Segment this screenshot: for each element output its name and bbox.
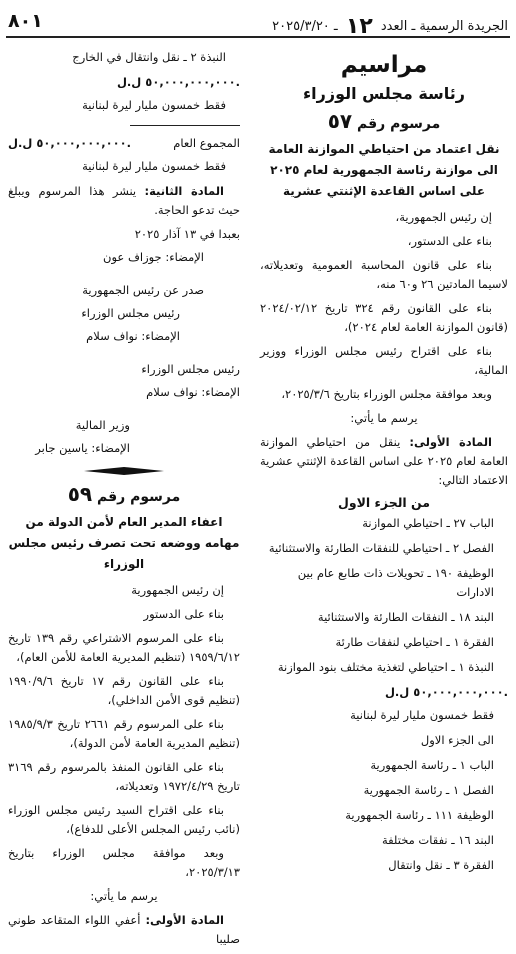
authority-title: رئاسة مجلس الوزراء: [303, 84, 465, 103]
decree-heading: نقل اعتماد من احتياطي الموازنة العامة الى موازنة رئاسة الجمهورية لعام ٢٠٢٥ على اساس القاعدة الإثنتي عشرية: [268, 142, 500, 198]
item-amount: ٥٠,٠٠٠,٠٠٠,٠٠٠ ل.ل.: [116, 75, 240, 89]
decree-title-57: [260, 109, 508, 133]
budget-item: الى الجزء الاول: [420, 733, 494, 747]
issued-by: صدر عن رئيس الجمهورية: [82, 283, 204, 297]
budget-item: النبذة ٢ ـ نقل وانتقال في الخارج: [72, 50, 226, 64]
budget-item: الفقرة ٣ ـ نقل وانتقال: [388, 858, 494, 872]
decree-number: ٥٩: [67, 482, 93, 506]
preamble-line: بناء على الدستور،: [407, 234, 492, 248]
amount-in-words: فقط خمسون مليار ليرة لبنانية: [82, 98, 226, 112]
issue-number: ١٢: [345, 14, 373, 39]
budget-item: البند ١٨ ـ النفقات الطارئة والاستثنائية: [317, 610, 494, 624]
article-2-lead: المادة الثانية:: [144, 184, 224, 198]
preamble-line: بناء على القانون المنفذ بالمرسوم رقم ٣١٦٩ تاريخ ١٩٧٢/٤/٢٩ وتعديلاته،: [8, 760, 240, 793]
article-1-lead: المادة الأولى:: [145, 913, 224, 927]
from-part-heading: من الجزء الاول: [337, 495, 431, 510]
article-1-text: أعفي اللواء المتقاعد طوني صليبا: [8, 913, 240, 946]
preamble-line: بناء على قانون المحاسبة العمومية وتعديلاته، لاسيما المادتين ٢٦ و٦٠ منه،: [260, 258, 508, 291]
page-header: [6, 6, 510, 38]
journal-title: [272, 14, 508, 39]
preamble-line: بناء على اقتراح السيد رئيس مجلس الوزراء (نائب رئيس المجلس الأعلى للدفاع)،: [8, 803, 240, 836]
preamble-line: بناء على القانون رقم ٣٢٤ تاريخ ٢٠٢٤/٠٢/١٢ (قانون الموازنة العامة لعام ٢٠٢٤)،: [260, 301, 508, 334]
article-1-text: ينقل من احتياطي الموازنة العامة لعام ٢٠٢٥ على اساس القاعدة الإثنتي عشرية الاعتماد التالي:: [260, 435, 508, 487]
preamble-line: بناء على المرسوم رقم ٢٦٦١ تاريخ ١٩٨٥/٩/٣ (تنظيم المديرية العامة لأمن الدولة)،: [8, 717, 240, 750]
signature-president: الإمضاء: جوزاف عون: [103, 250, 204, 264]
budget-item: الباب ٢٧ ـ احتياطي الموازنة: [362, 516, 494, 530]
right-column: [260, 48, 508, 881]
grand-total-amount: ٥٠,٠٠٠,٠٠٠,٠٠٠ ل.ل.: [8, 136, 132, 150]
preamble-line: وبعد موافقة مجلس الوزراء بتاريخ ٢٠٢٥/٣/١٣،: [8, 846, 240, 879]
preamble-line: إن رئيس الجمهورية: [131, 583, 224, 597]
decree-enacting-line: يرسم ما يأتي:: [90, 889, 158, 903]
amount-in-words: فقط خمسون مليار ليرة لبنانية: [350, 708, 494, 722]
decree-enacting-line: يرسم ما يأتي:: [350, 411, 418, 425]
budget-item: الفصل ١ ـ رئاسة الجمهورية: [363, 783, 494, 797]
amount-in-words: فقط خمسون مليار ليرة لبنانية: [82, 159, 226, 173]
article-2-text: ينشر هذا المرسوم ويبلغ حيث تدعو الحاجة.: [8, 184, 240, 217]
budget-item: البند ١٦ ـ نفقات مختلفة: [381, 833, 494, 847]
preamble-line: إن رئيس الجمهورية،: [395, 210, 492, 224]
decree-number: ٥٧: [327, 109, 353, 133]
preamble-line: وبعد موافقة مجلس الوزراء بتاريخ ٢٠٢٥/٣/٦،: [281, 387, 492, 401]
page-number: ٨٠١: [8, 10, 43, 32]
pm-title: رئيس مجلس الوزراء: [81, 306, 180, 320]
decree-label: مرسوم رقم: [97, 489, 181, 505]
budget-item: الوظيفة ١٩٠ ـ تحويلات ذات طابع عام بين الادارات: [297, 566, 494, 599]
budget-item: الوظيفة ١١١ ـ رئاسة الجمهورية: [345, 808, 494, 822]
finance-minister-title: وزير المالية: [75, 418, 130, 432]
signing-date: بعبدا في ١٣ آذار ٢٠٢٥: [134, 227, 240, 241]
article-1: [8, 911, 240, 949]
budget-item: الفقرة ١ ـ احتياطي لنفقات طارئة: [335, 635, 494, 649]
preamble-line: بناء على القانون رقم ١٧ تاريخ ١٩٩٠/٩/٦ (تنظيم قوى الأمن الداخلي)،: [8, 674, 240, 707]
article-1: [260, 433, 508, 490]
total-rule: [130, 125, 240, 126]
left-column: [8, 48, 240, 954]
decree-label: مرسوم رقم: [357, 116, 441, 132]
pm-title-2: رئيس مجلس الوزراء: [141, 362, 240, 376]
section-divider-ornament: [84, 466, 164, 476]
budget-item: الفصل ٢ ـ احتياطي للنفقات الطارئة والاستثنائية: [268, 541, 494, 555]
article-2: [8, 182, 240, 220]
decree-heading: اعفاء المدير العام لأمن الدولة من مهامه ووضعه تحت تصرف رئيس مجلس الوزراء: [8, 515, 240, 571]
budget-item: النبذة ١ ـ احتياطي لتغذية مختلف بنود الموازنة: [277, 660, 494, 674]
transfer-amount: ٥٠,٠٠٠,٠٠٠,٠٠٠ ل.ل.: [384, 685, 508, 699]
article-1-lead: المادة الأولى:: [409, 435, 492, 449]
preamble-line: بناء على اقتراح رئيس مجلس الوزراء ووزير المالية،: [260, 344, 508, 377]
section-title: مراسيم: [340, 52, 428, 78]
journal-name: الجريدة الرسمية ـ العدد: [380, 19, 508, 34]
signature-pm-2: الإمضاء: نواف سلام: [146, 385, 240, 399]
grand-total-label: المجموع العام: [173, 136, 240, 150]
grand-total-row: [8, 134, 240, 153]
budget-item: الباب ١ ـ رئاسة الجمهورية: [370, 758, 494, 772]
signature-pm: الإمضاء: نواف سلام: [86, 329, 180, 343]
issue-date: ـ ٢٠٢٥/٣/٢٠: [272, 19, 338, 34]
decree-title-59: [8, 482, 240, 506]
preamble-line: بناء على الدستور: [143, 607, 224, 621]
preamble-line: بناء على المرسوم الاشتراعي رقم ١٣٩ تاريخ ١٩٥٩/٦/١٢ (تنظيم المديرية العامة للأمن العام)،: [8, 631, 240, 664]
signature-finance-minister: الإمضاء: ياسين جابر: [35, 441, 130, 455]
